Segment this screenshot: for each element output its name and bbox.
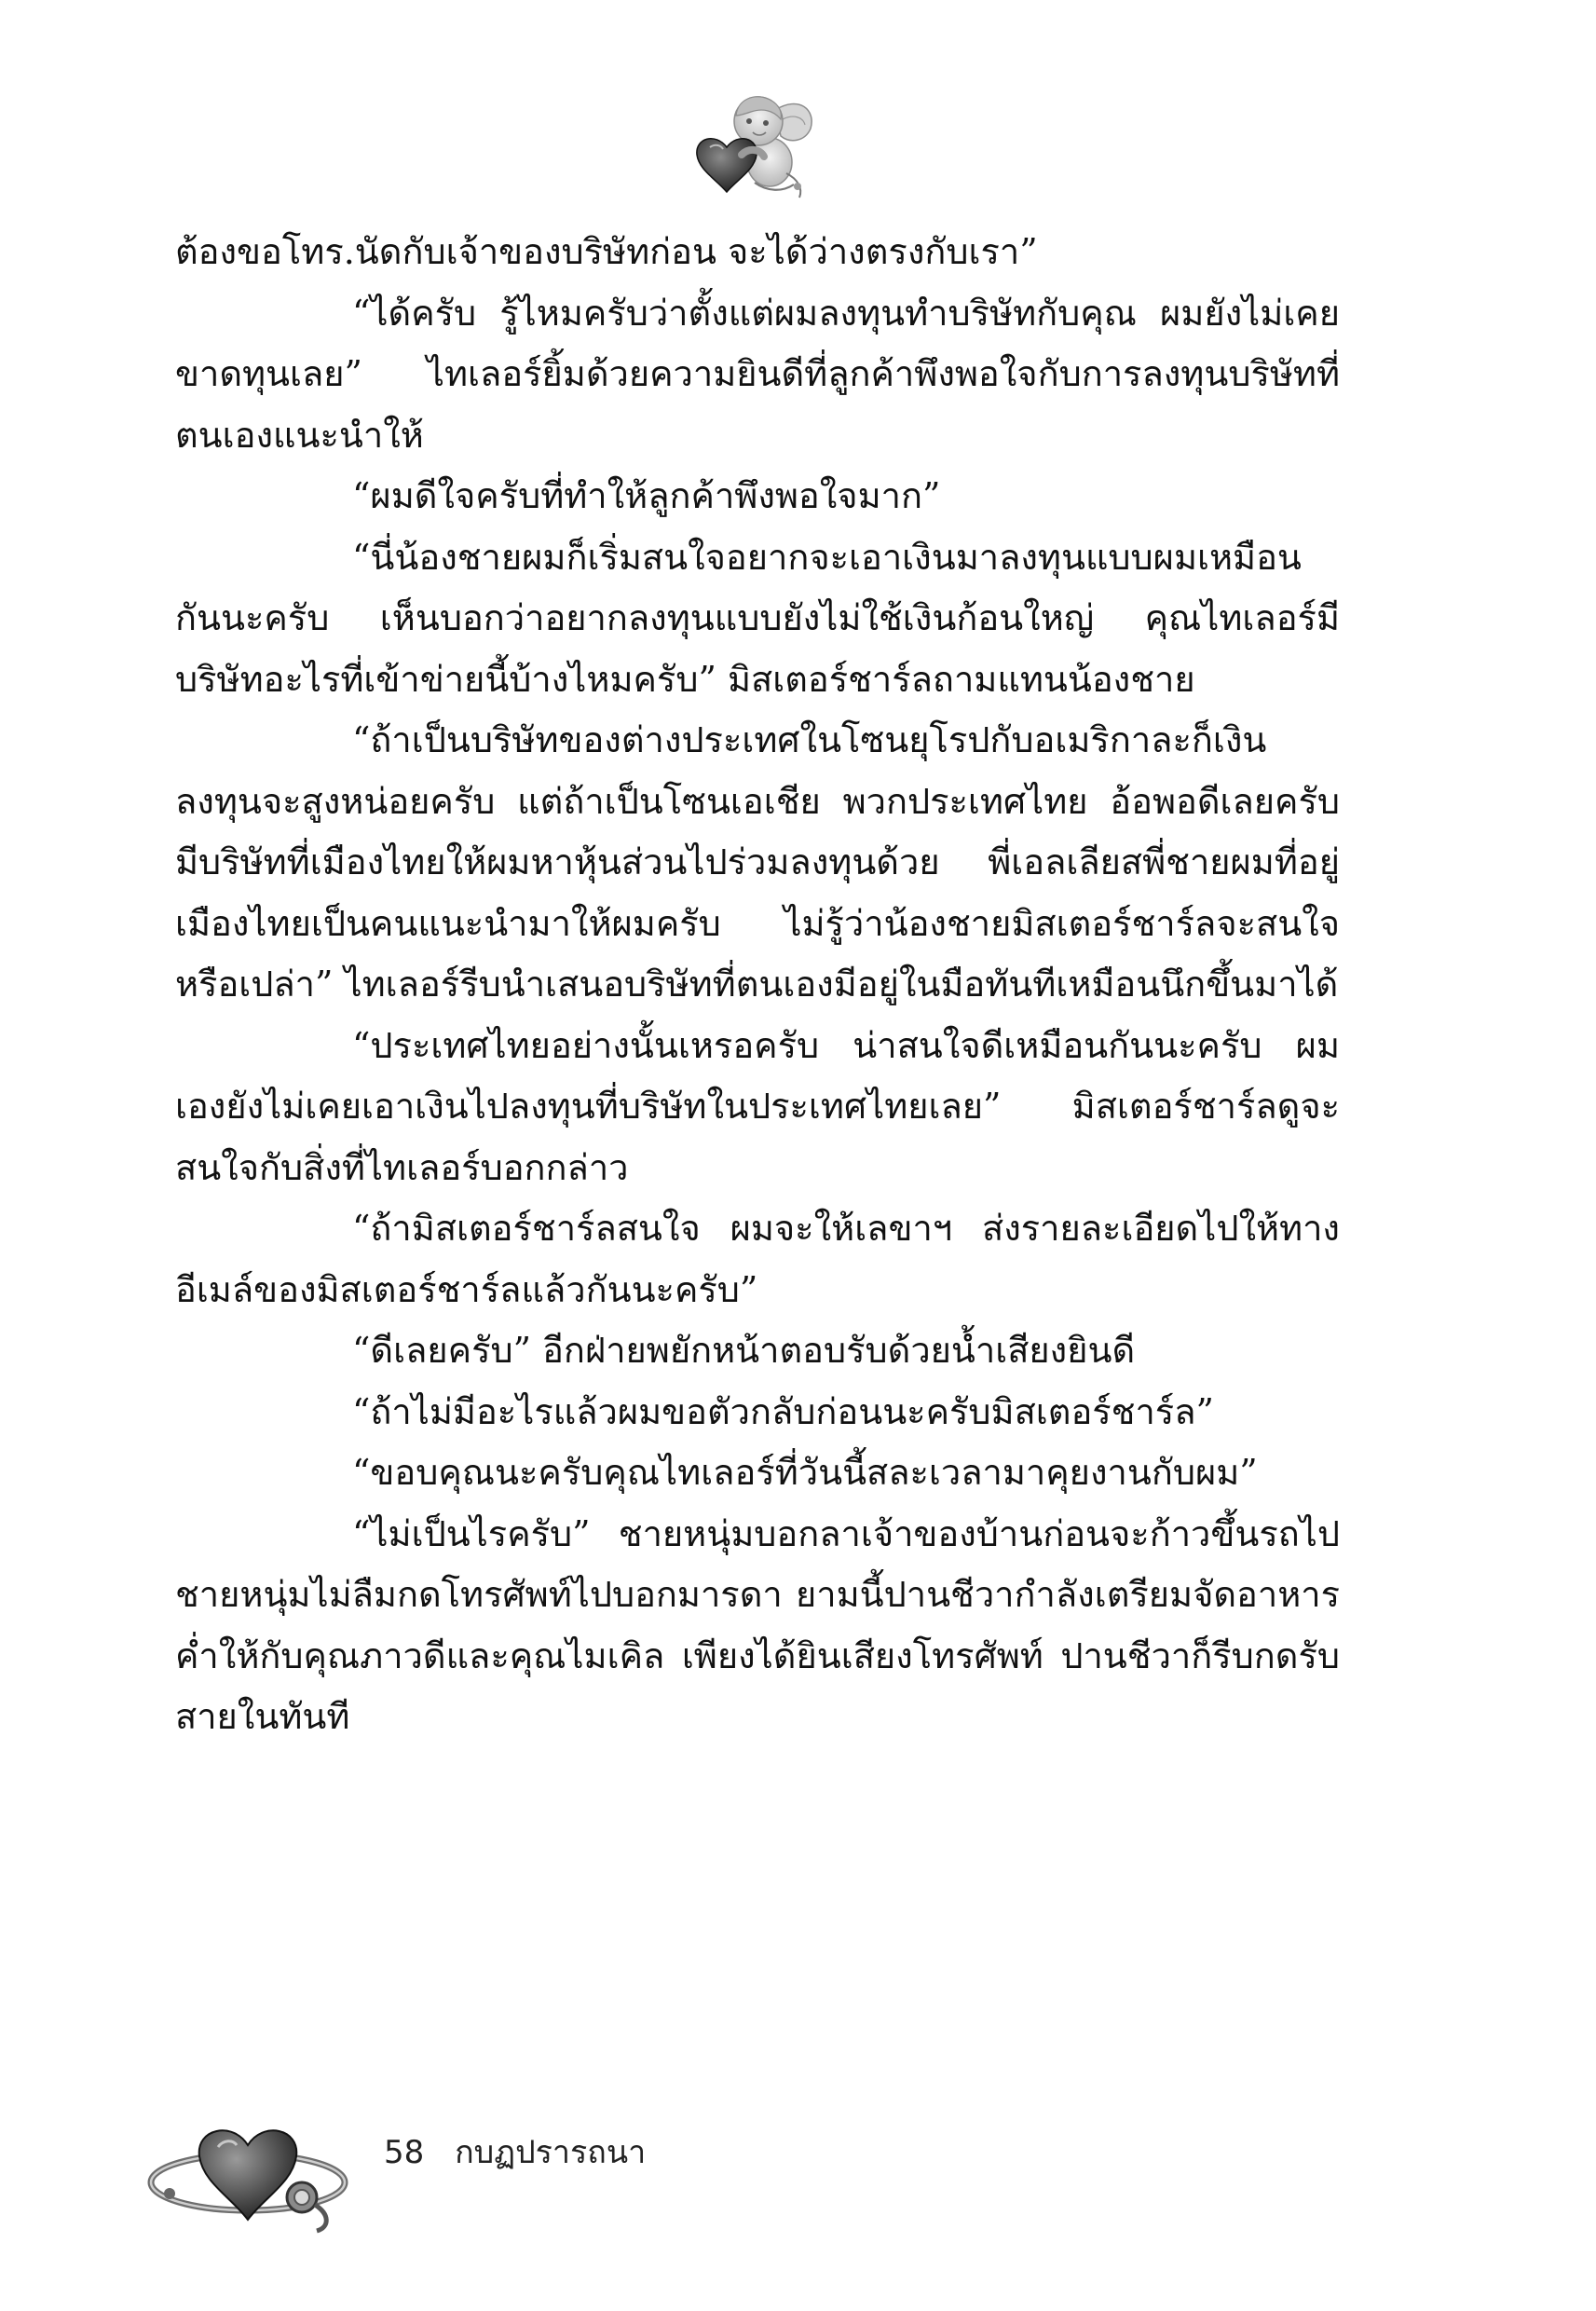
paragraph: “ขอบคุณนะครับคุณไทเลอร์ที่วันนี้สละเวลามาคุยงานกับผม”: [352, 1452, 1258, 1493]
page-number: 58: [384, 2134, 425, 2171]
page-footer: [384, 2126, 646, 2177]
paragraph: “ประเทศไทยอย่างนั้นเหรอครับ น่าสนใจดีเหมือนกันนะครับ ผมเองยังไม่เคยเอาเงินไปลงทุนที่บริษัทในประเทศไทยเลย” มิสเตอร์ชาร์ลดูจะสนใจกับสิ่งที่ไทเลอร์บอกกล่าว: [175, 1024, 1340, 1188]
paragraph: ต้องขอโทร.นัดกับเจ้าของบริษัทก่อน จะได้ว่างตรงกับเรา”: [175, 231, 1038, 272]
paragraph: “ได้ครับ รู้ไหมครับว่าตั้งแต่ผมลงทุนทำบริษัทกับคุณ ผมยังไม่เคยขาดทุนเลย” ไทเลอร์ยิ้มด้วยความยินดีที่ลูกค้าพึงพอใจกับการลงทุนบริษัทที่ตนเองแนะนำให้: [175, 292, 1340, 456]
heart-stethoscope-icon: [138, 2104, 361, 2235]
paragraph: “ไม่เป็นไรครับ” ชายหนุ่มบอกลาเจ้าของบ้านก่อนจะก้าวขึ้นรถไป ชายหนุ่มไม่ลืมกดโทรศัพท์ไปบอกมารดา ยามนี้ปานชีวากำลังเตรียมจัดอาหารค่ำให้กับคุณภาวดีและคุณไมเคิล เพียงได้ยินเสียงโทรศัพท์ ปานชีวาก็รีบกดรับสายในทันที: [175, 1512, 1340, 1737]
paragraph: “ถ้าไม่มีอะไรแล้วผมขอตัวกลับก่อนนะครับมิสเตอร์ชาร์ล”: [352, 1390, 1214, 1432]
paragraph: “ดีเลยครับ” อีกฝ่ายพยักหน้าตอบรับด้วยน้ำเสียงยินดี: [352, 1330, 1136, 1371]
paragraph: “ถ้ามิสเตอร์ชาร์ลสนใจ ผมจะให้เลขาฯ ส่งรายละเอียดไปให้ทางอีเมล์ของมิสเตอร์ชาร์ลแล้วกันนะครับ”: [175, 1208, 1340, 1310]
paragraph: “ถ้าเป็นบริษัทของต่างประเทศในโซนยุโรปกับอเมริกาละก็เงินลงทุนจะสูงหน่อยครับ แต่ถ้าเป็นโซนเอเชีย พวกประเทศไทย อ้อพอดีเลยครับ มีบริษัทที่เมืองไทยให้ผมหาหุ้นส่วนไปร่วมลงทุนด้วย พี่เอลเลียสพี่ชายผมที่อยู่เมืองไทยเป็นคนแนะนำมาให้ผมครับ ไม่รู้ว่าน้องชายมิสเตอร์ชาร์ลจะสนใจหรือเปล่า” ไทเลอร์รีบนำเสนอบริษัทที่ตนเองมีอยู่ในมือทันทีเหมือนนึกขึ้นมาได้: [175, 719, 1340, 1005]
book-title: กบฏปรารถนา: [455, 2134, 647, 2171]
paragraph: “ผมดีใจครับที่ทำให้ลูกค้าพึงพอใจมาก”: [352, 475, 941, 516]
body-text: [175, 222, 1340, 1748]
cupid-holding-heart-icon: [689, 82, 820, 203]
paragraph: “นี่น้องชายผมก็เริ่มสนใจอยากจะเอาเงินมาลงทุนแบบผมเหมือนกันนะครับ เห็นบอกว่าอยากลงทุนแบบยังไม่ใช้เงินก้อนใหญ่ คุณไทเลอร์มีบริษัทอะไรที่เข้าข่ายนี้บ้างไหมครับ” มิสเตอร์ชาร์ลถามแทนน้องชาย: [175, 536, 1340, 700]
